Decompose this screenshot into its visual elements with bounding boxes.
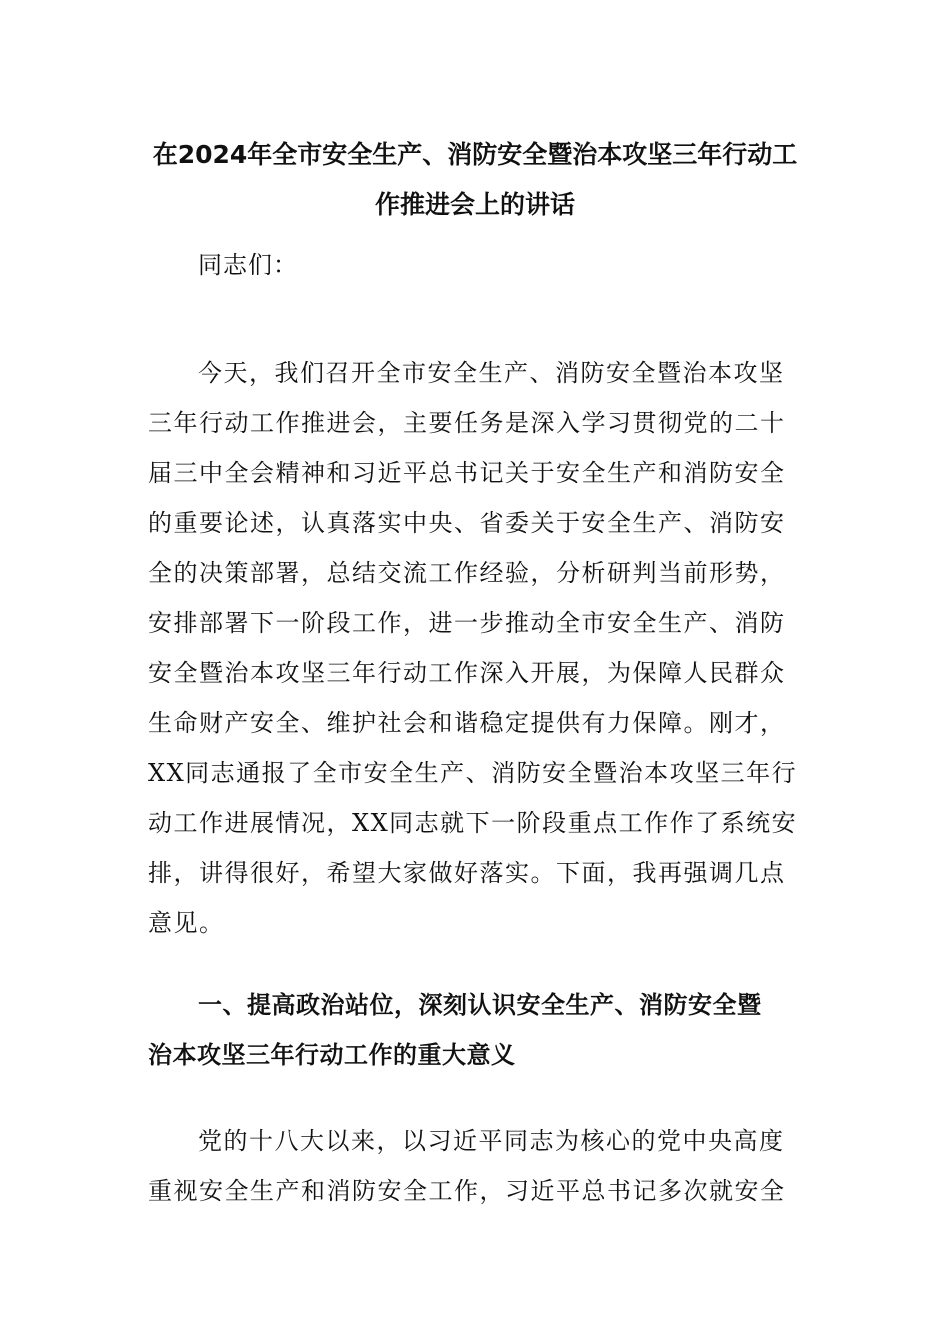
paragraph-line: 党的十八大以来，以习近平同志为核心的党中央高度 — [198, 1127, 785, 1155]
document-title — [148, 130, 802, 230]
paragraph-line: 重视安全生产和消防安全工作，习近平总书记多次就安全 — [148, 1177, 786, 1205]
heading-line: 治本攻坚三年行动工作的重大意义 — [148, 1041, 516, 1069]
paragraph-line: 意见。 — [148, 909, 225, 937]
section-heading-1 — [148, 980, 798, 1080]
heading-line: 一、提高政治站位，深刻认识安全生产、消防安全暨 — [198, 991, 762, 1019]
salutation: 同志们： — [198, 251, 298, 279]
paragraph-line: 全的决策部署，总结交流工作经验，分析研判当前形势， — [148, 559, 786, 587]
paragraph-line: 安排部署下一阶段工作，进一步推动全市安全生产、消防 — [148, 609, 786, 637]
paragraph-line: 生命财产安全、维护社会和谐稳定提供有力保障。刚才， — [148, 709, 786, 737]
paragraph-line: 届三中全会精神和习近平总书记关于安全生产和消防安全 — [148, 459, 786, 487]
paragraph-opening — [148, 348, 798, 948]
title-line: 作推进会上的讲话 — [374, 190, 575, 219]
paragraph-line: 动工作进展情况，XX同志就下一阶段重点工作作了系统安 — [148, 809, 798, 837]
paragraph-line: 今天，我们召开全市安全生产、消防安全暨治本攻坚 — [198, 359, 785, 387]
paragraph-line: 三年行动工作推进会，主要任务是深入学习贯彻党的二十 — [148, 409, 786, 437]
paragraph-section-1 — [148, 1116, 798, 1216]
paragraph-line: 安全暨治本攻坚三年行动工作深入开展，为保障人民群众 — [148, 659, 786, 687]
paragraph-line: 的重要论述，认真落实中央、省委关于安全生产、消防安 — [148, 509, 786, 537]
title-line: 在2024年全市安全生产、消防安全暨治本攻坚三年行动工 — [152, 140, 798, 169]
paragraph-line: 排，讲得很好，希望大家做好落实。下面，我再强调几点 — [148, 859, 786, 887]
paragraph-line: XX同志通报了全市安全生产、消防安全暨治本攻坚三年行 — [148, 759, 798, 787]
